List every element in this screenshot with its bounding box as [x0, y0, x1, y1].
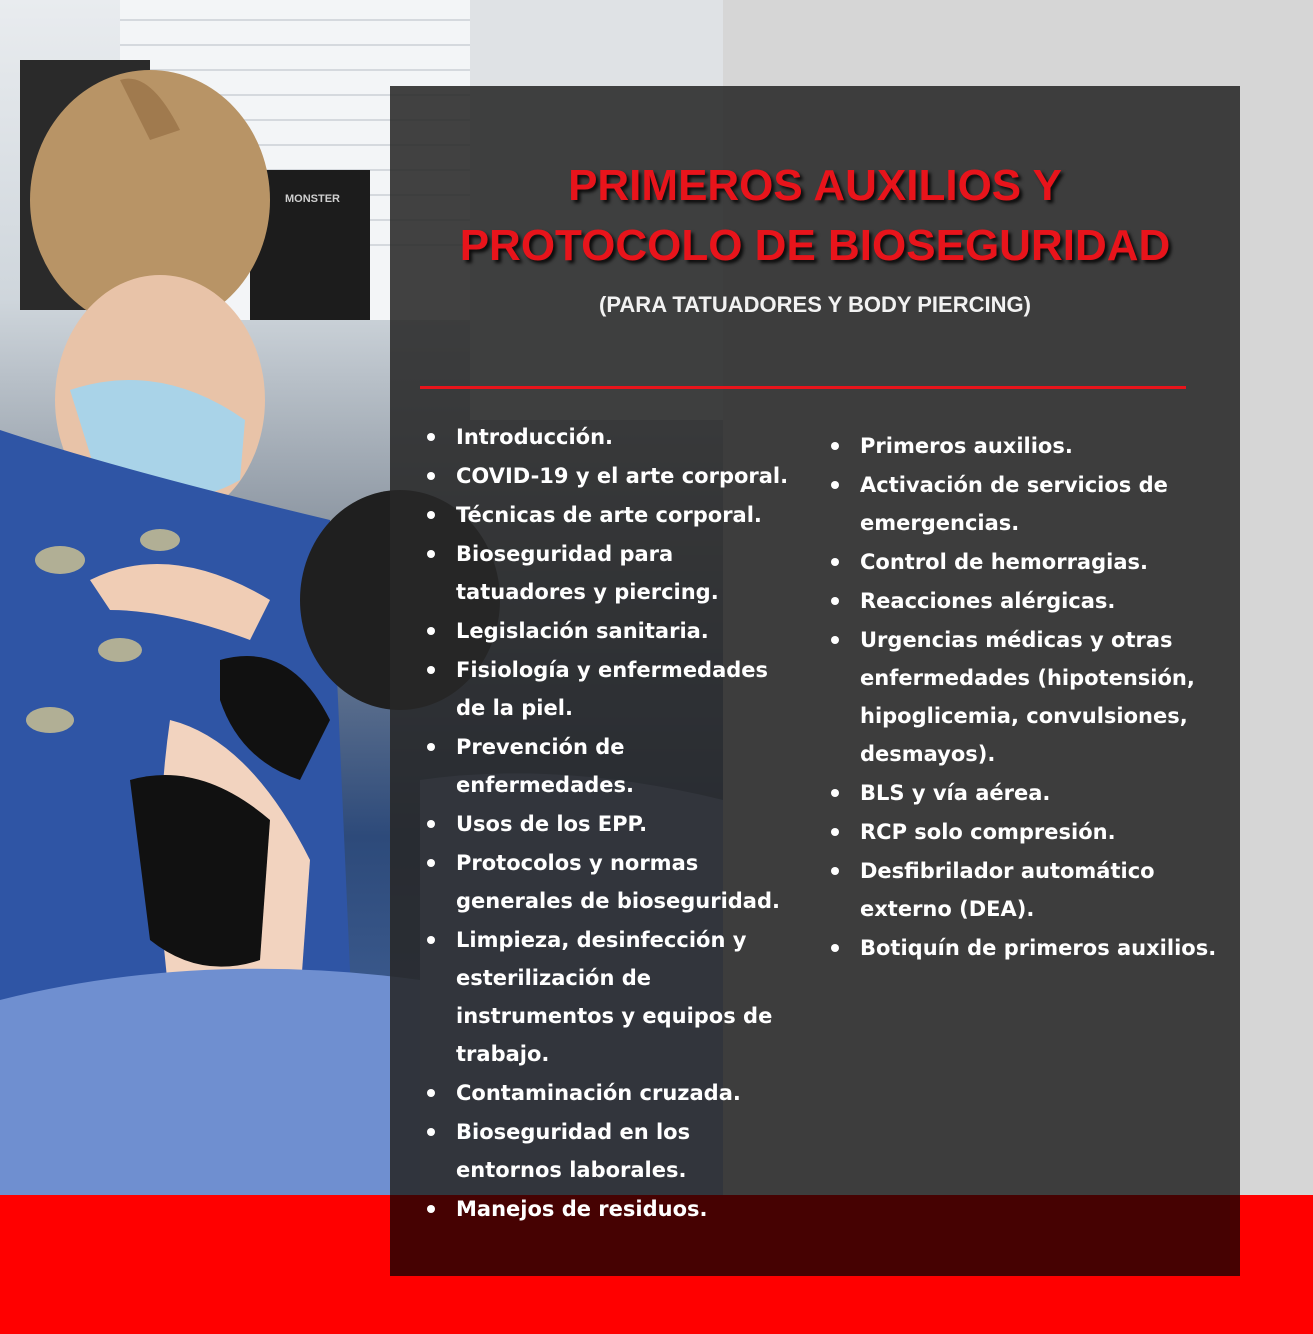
list-item: Protocolos y normas generales de bioseguridad.	[420, 844, 800, 920]
subtitle: (PARA TATUADORES Y BODY PIERCING)	[599, 292, 1031, 317]
list-item: BLS y vía aérea.	[824, 774, 1224, 812]
list-item: Primeros auxilios.	[824, 427, 1224, 465]
list-item: Usos de los EPP.	[420, 805, 800, 843]
title-line-1: PRIMEROS AUXILIOS Y	[568, 161, 1062, 210]
red-divider	[420, 386, 1186, 389]
list-item: Contaminación cruzada.	[420, 1074, 800, 1112]
list-item: Limpieza, desinfección y esterilización de instrumentos y equipos de trabajo.	[420, 921, 800, 1073]
list-item: Fisiología y enfermedades de la piel.	[420, 651, 800, 727]
list-item: RCP solo compresión.	[824, 813, 1224, 851]
list-item: Manejos de residuos.	[420, 1190, 800, 1228]
list-item: COVID-19 y el arte corporal.	[420, 457, 800, 495]
list-item: Técnicas de arte corporal.	[420, 496, 800, 534]
list-item: Bioseguridad en los entornos laborales.	[420, 1113, 800, 1189]
list-item: Desfibrilador automático externo (DEA).	[824, 852, 1224, 928]
list-item: Control de hemorragias.	[824, 543, 1224, 581]
page-title	[390, 156, 1240, 276]
monster-sign-text: MONSTER	[285, 193, 340, 205]
right-topic-list	[824, 427, 1224, 968]
left-topic-list	[420, 418, 800, 1229]
list-item: Prevención de enfermedades.	[420, 728, 800, 804]
list-item: Introducción.	[420, 418, 800, 456]
list-item: Activación de servicios de emergencias.	[824, 466, 1224, 542]
list-item: Legislación sanitaria.	[420, 612, 800, 650]
list-item: Reacciones alérgicas.	[824, 582, 1224, 620]
list-item: Urgencias médicas y otras enfermedades (hipotensión, hipoglicemia, convulsiones, desmayos).	[824, 621, 1224, 773]
title-line-2: PROTOCOLO DE BIOSEGURIDAD	[459, 221, 1171, 270]
list-item: Bioseguridad para tatuadores y piercing.	[420, 535, 800, 611]
list-item: Botiquín de primeros auxilios.	[824, 929, 1224, 967]
